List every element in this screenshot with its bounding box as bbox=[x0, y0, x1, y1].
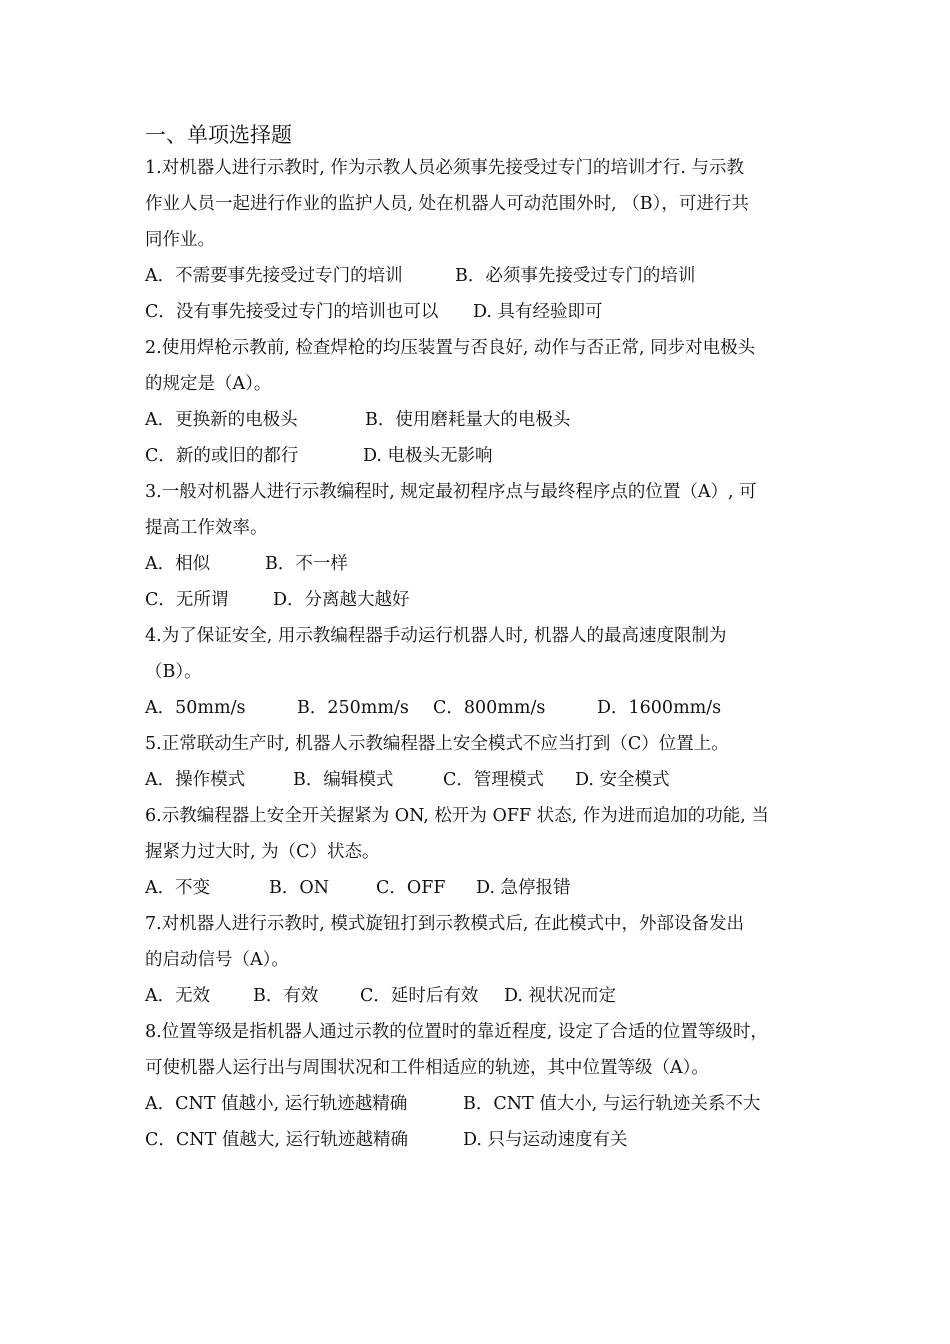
option-row bbox=[145, 258, 825, 294]
option-b: B．不一样 bbox=[265, 554, 348, 574]
question-text-line: 8.位置等级是指机器人通过示教的位置时的靠近程度, 设定了合适的位置等级时， bbox=[145, 1022, 768, 1042]
option-b: B．编辑模式 bbox=[293, 770, 394, 790]
question-7 bbox=[145, 906, 825, 1014]
option-a: A．操作模式 bbox=[145, 770, 246, 790]
options-group bbox=[145, 762, 825, 798]
option-b: D. 电极头无影响 bbox=[363, 446, 493, 466]
option-a: A．相似 bbox=[145, 554, 211, 574]
question-text-line: 3.一般对机器人进行示教编程时, 规定最初程序点与最终程序点的位置（A）, 可 bbox=[145, 482, 757, 502]
option-a: A．50mm/s bbox=[145, 698, 246, 718]
question-text-line: 作业人员一起进行作业的监护人员, 处在机器人可动范围外时, （B），可进行共 bbox=[145, 194, 749, 214]
question-text-line: 同作业。 bbox=[145, 230, 215, 250]
option-row bbox=[145, 294, 825, 330]
question-4 bbox=[145, 618, 825, 726]
option-a: C．没有事先接受过专门的培训也可以 bbox=[145, 302, 439, 322]
option-row bbox=[145, 870, 825, 906]
options-group bbox=[145, 546, 825, 618]
question-text-line: 1.对机器人进行示教时, 作为示教人员必须事先接受过专门的培训才行. 与示教 bbox=[145, 158, 744, 178]
option-row bbox=[145, 438, 825, 474]
question-text-line: （B）。 bbox=[145, 662, 202, 682]
option-row bbox=[145, 690, 825, 726]
document-page bbox=[145, 120, 825, 1158]
question-text-line: 2.使用焊枪示教前, 检查焊枪的均压装置与否良好, 动作与否正常, 同步对电极头 bbox=[145, 338, 756, 358]
option-a: A．不变 bbox=[145, 878, 211, 898]
option-a: A．无效 bbox=[145, 986, 211, 1006]
option-row bbox=[145, 546, 825, 582]
option-d: D．1600mm/s bbox=[597, 698, 722, 718]
option-c: C．OFF bbox=[376, 878, 446, 898]
question-text-line: 7.对机器人进行示教时, 模式旋钮打到示教模式后, 在此模式中，外部设备发出 bbox=[145, 914, 744, 934]
option-a: A．不需要事先接受过专门的培训 bbox=[145, 266, 403, 286]
question-1 bbox=[145, 150, 825, 330]
option-a: C．新的或旧的都行 bbox=[145, 446, 299, 466]
option-b: D. 具有经验即可 bbox=[473, 302, 603, 322]
option-b: B．250mm/s bbox=[297, 698, 409, 718]
option-c: C．800mm/s bbox=[433, 698, 546, 718]
question-text-line: 5.正常联动生产时, 机器人示教编程器上安全模式不应当打到（C）位置上。 bbox=[145, 734, 729, 754]
options-group bbox=[145, 690, 825, 726]
options-group bbox=[145, 258, 825, 330]
option-d: D. 安全模式 bbox=[575, 770, 670, 790]
question-text-line: 的规定是（A）。 bbox=[145, 374, 272, 394]
option-row bbox=[145, 582, 825, 618]
options-group bbox=[145, 978, 825, 1014]
options-group bbox=[145, 870, 825, 906]
option-d: D. 急停报错 bbox=[476, 878, 571, 898]
option-row bbox=[145, 402, 825, 438]
option-row bbox=[145, 762, 825, 798]
question-text-line: 可使机器人运行出与周围状况和工件相适应的轨迹，其中位置等级（A）。 bbox=[145, 1058, 709, 1078]
option-b: B．ON bbox=[269, 878, 330, 898]
question-text-line: 提高工作效率。 bbox=[145, 518, 268, 538]
options-group bbox=[145, 402, 825, 474]
option-a: C．CNT 值越大, 运行轨迹越精确 bbox=[145, 1130, 408, 1150]
question-text-line: 的启动信号（A）。 bbox=[145, 950, 289, 970]
question-3 bbox=[145, 474, 825, 618]
question-2 bbox=[145, 330, 825, 474]
option-c: C．延时后有效 bbox=[360, 986, 479, 1006]
options-group bbox=[145, 1086, 825, 1158]
question-text-line: 6.示教编程器上安全开关握紧为 ON, 松开为 OFF 状态, 作为进而追加的功能, 当 bbox=[145, 806, 769, 826]
question-8 bbox=[145, 1014, 825, 1158]
option-b: D. 只与运动速度有关 bbox=[463, 1130, 628, 1150]
option-a: A．更换新的电极头 bbox=[145, 410, 298, 430]
option-c: C．管理模式 bbox=[443, 770, 544, 790]
option-a: C．无所谓 bbox=[145, 590, 229, 610]
question-5 bbox=[145, 726, 825, 798]
option-b: B．CNT 值大小, 与运行轨迹关系不大 bbox=[463, 1094, 761, 1114]
option-a: A．CNT 值越小, 运行轨迹越精确 bbox=[145, 1094, 408, 1114]
question-list bbox=[145, 150, 825, 1158]
option-b: B．有效 bbox=[253, 986, 319, 1006]
option-row bbox=[145, 1122, 825, 1158]
question-text-line: 4.为了保证安全, 用示教编程器手动运行机器人时, 机器人的最高速度限制为 bbox=[145, 626, 727, 646]
option-d: D. 视状况而定 bbox=[504, 986, 617, 1006]
option-row bbox=[145, 978, 825, 1014]
option-row bbox=[145, 1086, 825, 1122]
option-b: B．必须事先接受过专门的培训 bbox=[455, 266, 696, 286]
section-title: 一、单项选择题 bbox=[145, 123, 292, 147]
question-6 bbox=[145, 798, 825, 906]
option-b: D．分离越大越好 bbox=[273, 590, 410, 610]
option-b: B．使用磨耗量大的电极头 bbox=[365, 410, 571, 430]
question-text-line: 握紧力过大时, 为（C）状态。 bbox=[145, 842, 380, 862]
